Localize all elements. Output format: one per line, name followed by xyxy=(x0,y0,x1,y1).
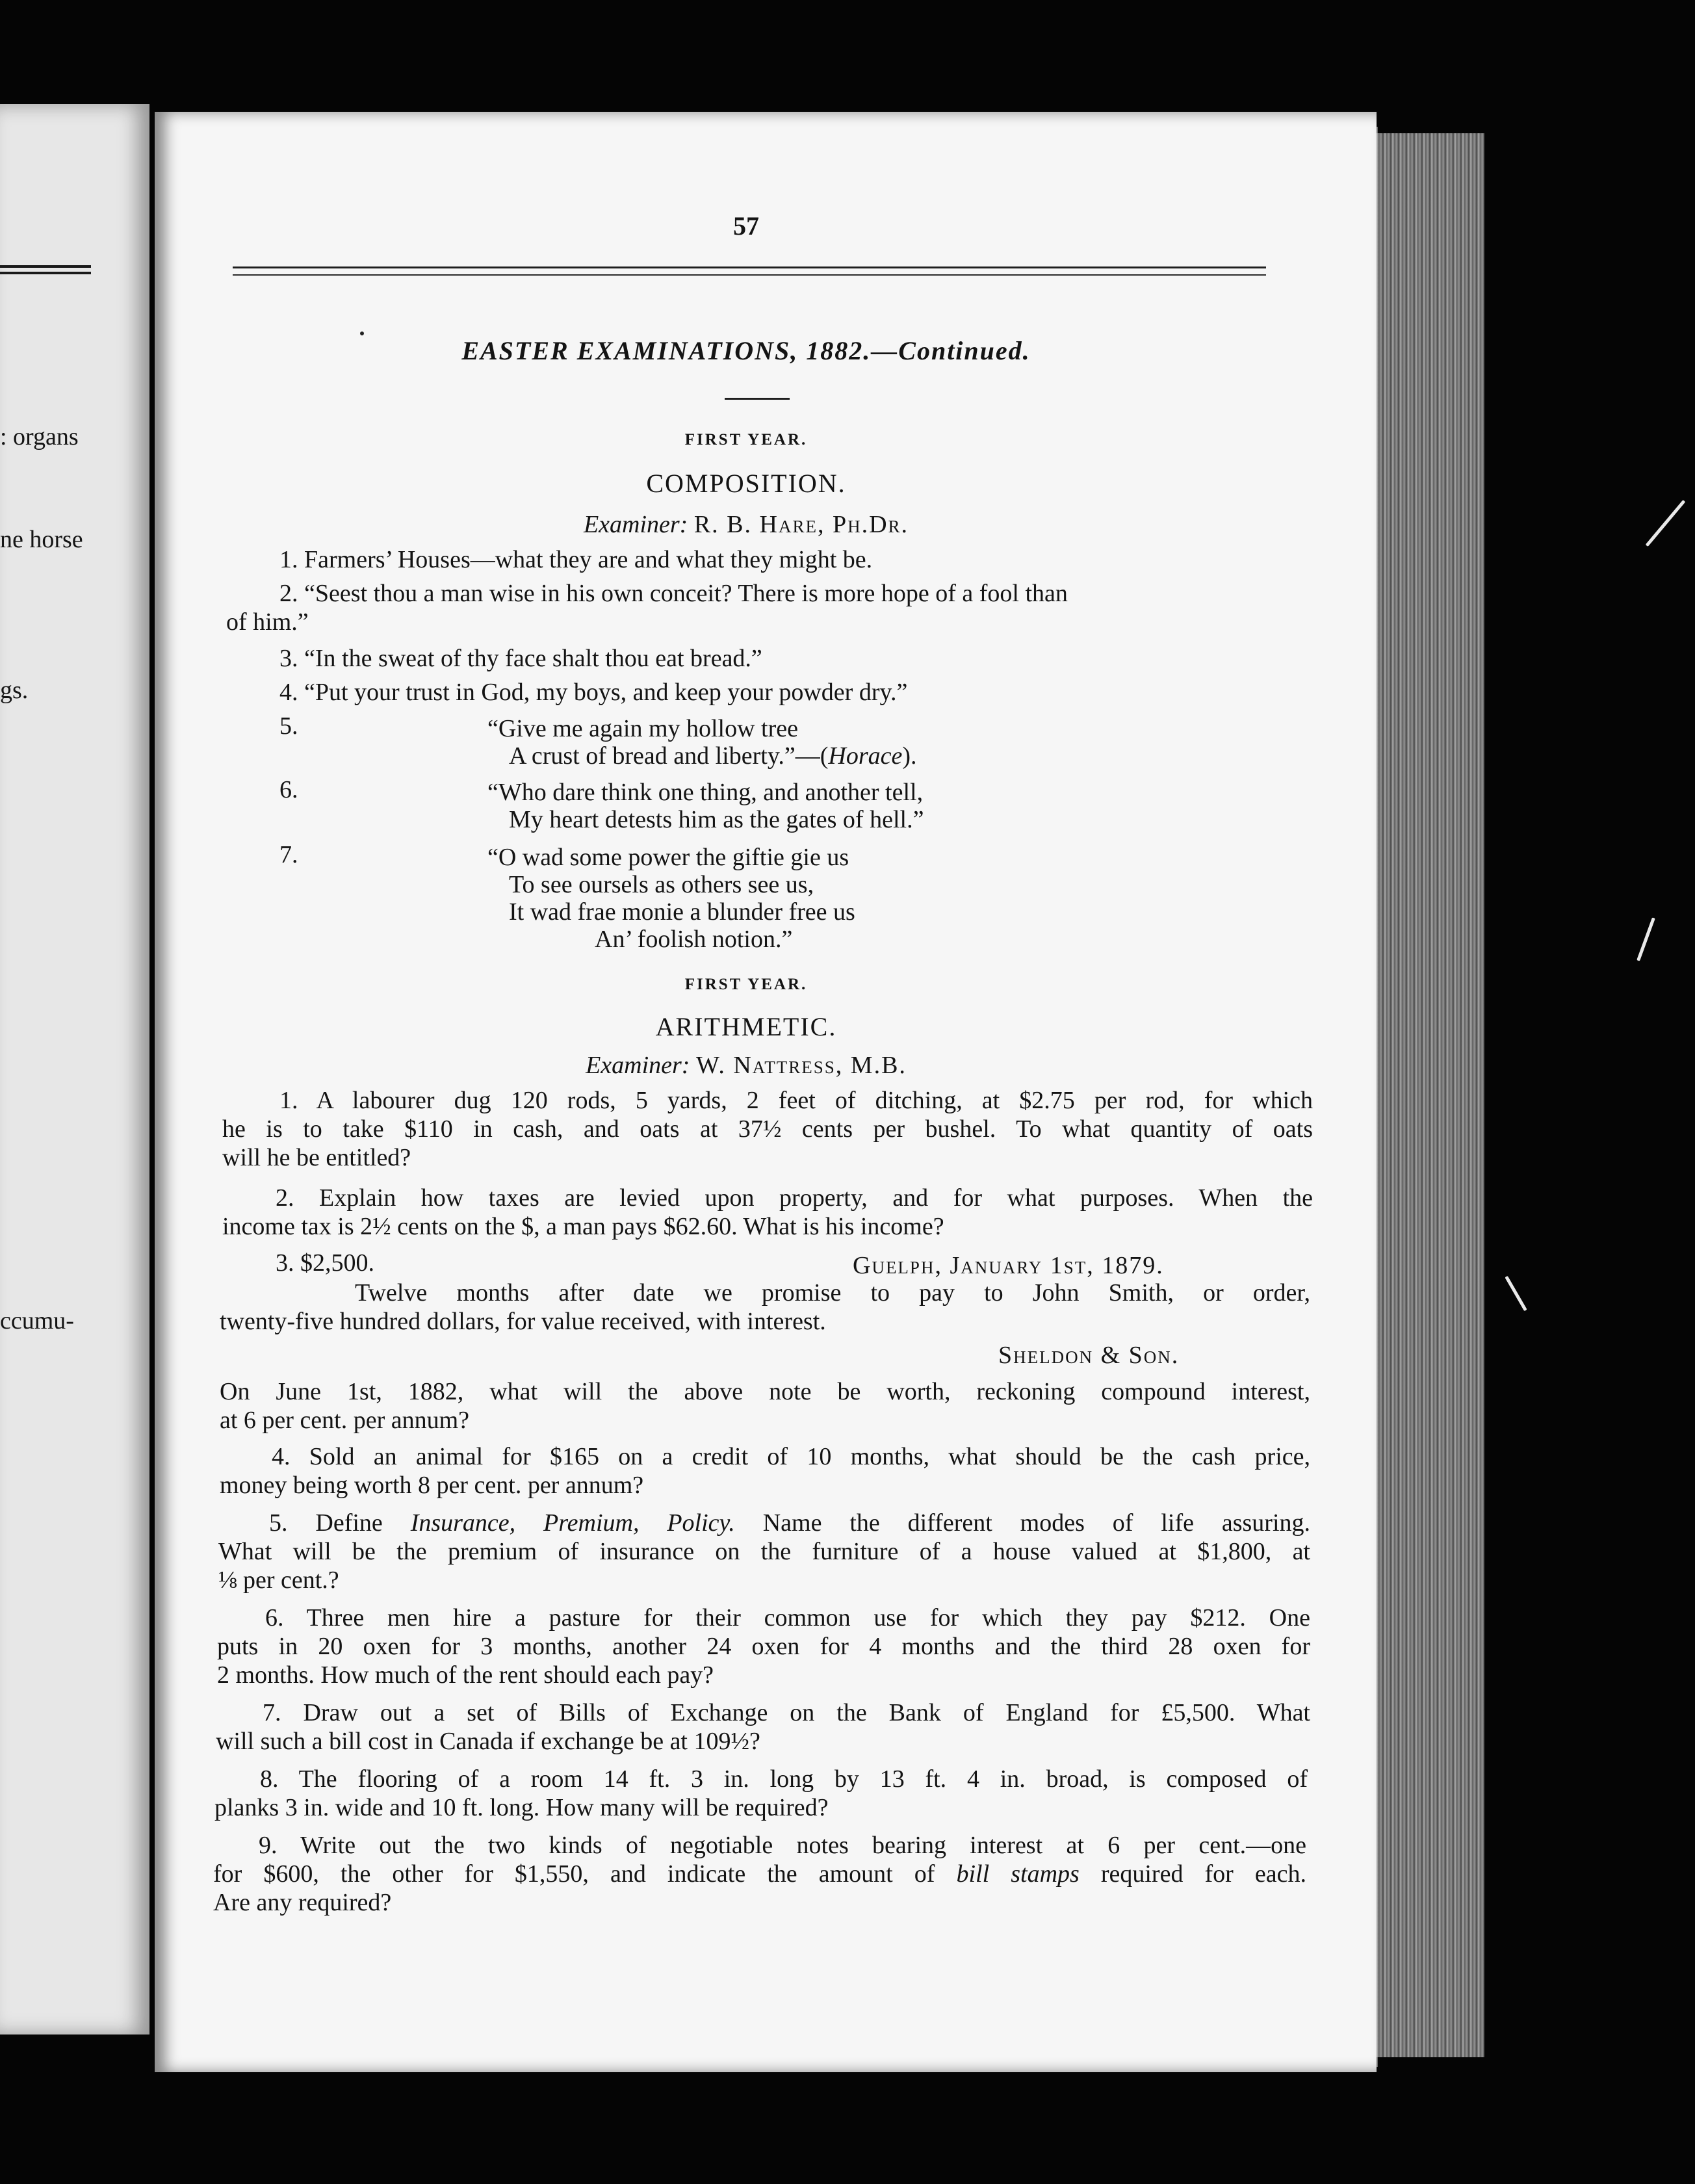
arith-q9-line2 xyxy=(213,1862,1306,1886)
page-number: 57 xyxy=(733,211,759,240)
section1-examiner xyxy=(155,512,1338,537)
left-fragment-4: ccumu- xyxy=(0,1307,74,1334)
arith-q3-place-date: Guelph, January 1st, 1879. xyxy=(853,1252,1164,1279)
arith-q3-note-line1: Twelve months after date we promise to pay to John Smith, or order, xyxy=(355,1279,1310,1306)
section2-subject: ARITHMETIC. xyxy=(655,1012,837,1041)
speck xyxy=(1505,1276,1527,1311)
comp-q5-line2c: ). xyxy=(902,742,917,770)
arith-q2-line2: income tax is 2½ cents on the $, a man pays $62.60. What is his income? xyxy=(222,1213,944,1240)
arith-q1-line2: he is to take $110 in cash, and oats at 37½ cents per bushel. To what quantity of oats xyxy=(222,1115,1313,1143)
left-fragment-2: ne horse xyxy=(0,526,83,553)
arith-q6-line1: 6. Three men hire a pasture for their common use for which they pay $212. One xyxy=(265,1604,1310,1632)
comp-q6-line2: My heart detests him as the gates of hell.” xyxy=(509,806,924,833)
arith-q9-line2a: for $600, the other for $1,550, and indicate the amount of xyxy=(213,1860,957,1888)
arith-q6-line2: puts in 20 oxen for 3 months, another 24 oxen for 4 months and the third 28 oxen for xyxy=(217,1633,1310,1660)
comp-q3-num: 3. xyxy=(279,645,298,672)
comp-q2-line1 xyxy=(279,581,1068,606)
examiner-name-2: W. Nattress, M.B. xyxy=(695,1052,907,1079)
comp-q2-text: “Seest thou a man wise in his own conceit? There is more hope of a fool than xyxy=(304,580,1068,607)
arith-q3-signature: Sheldon & Son. xyxy=(998,1342,1180,1369)
section1-subject: COMPOSITION. xyxy=(646,469,846,498)
arith-q9-line2c: required for each. xyxy=(1079,1860,1306,1888)
examiner-label: Examiner: xyxy=(583,511,688,538)
left-facing-page xyxy=(0,104,149,2034)
comp-q1-text: Farmers’ Houses—what they are and what they might be. xyxy=(304,546,873,573)
examiner-name: R. B. Hare, Ph.Dr. xyxy=(693,511,909,538)
examiner-label-2: Examiner: xyxy=(586,1052,690,1079)
running-head: EASTER EXAMINATIONS, 1882.—Continued. xyxy=(461,336,1031,365)
arith-q5-line2: What will be the premium of insurance on the furniture of a house valued at $1,800, at xyxy=(218,1538,1310,1565)
comp-q7-line3: It wad frae monie a blunder free us xyxy=(509,898,855,926)
arith-q5-line1c: Name the different modes of life assuring. xyxy=(734,1509,1311,1537)
comp-q3 xyxy=(279,646,762,671)
section2-year: FIRST YEAR. xyxy=(684,976,808,993)
section1-year: FIRST YEAR. xyxy=(684,431,808,448)
arith-q8-line2: planks 3 in. wide and 10 ft. long. How many will be required? xyxy=(214,1794,829,1821)
left-rule-bottom xyxy=(0,272,91,274)
comp-q6-num: 6. xyxy=(279,776,298,803)
speck xyxy=(1646,500,1686,547)
comp-q4-num: 4. xyxy=(279,679,298,706)
comp-q7-line4: An’ foolish notion.” xyxy=(595,926,793,953)
arith-q3-amount: 3. $2,500. xyxy=(276,1249,374,1277)
comp-q1-num: 1. xyxy=(279,546,298,573)
arith-q3-note-line2: twenty-five hundred dollars, for value received, with interest. xyxy=(220,1308,826,1335)
arith-q8-line1: 8. The flooring of a room 14 ft. 3 in. long by 13 ft. 4 in. broad, is composed of xyxy=(260,1765,1308,1793)
arith-q9-line1: 9. Write out the two kinds of negotiable notes bearing interest at 6 per cent.—one xyxy=(259,1832,1306,1859)
arith-q5-line3: ⅛ per cent.? xyxy=(218,1566,339,1594)
header-rule-top xyxy=(233,266,1266,268)
left-fragment-1: : organs xyxy=(0,423,79,450)
comp-q7-num: 7. xyxy=(279,841,298,868)
arith-q2-line1: 2. Explain how taxes are levied upon property, and for what purposes. When the xyxy=(276,1184,1313,1212)
comp-q6-line1: “Who dare think one thing, and another tell, xyxy=(487,779,924,806)
comp-q5-num: 5. xyxy=(279,712,298,740)
comp-q4 xyxy=(279,680,907,705)
comp-q2-line2: of him.” xyxy=(226,608,309,636)
arith-q3-line4: at 6 per cent. per annum? xyxy=(220,1407,470,1434)
header-rule-bottom xyxy=(233,274,1266,276)
comp-q7-line2: To see oursels as others see us, xyxy=(509,871,814,898)
comp-q5-line1: “Give me again my hollow tree xyxy=(487,715,799,742)
comp-q1 xyxy=(279,547,872,572)
arith-q5-terms: Insurance, Premium, Policy. xyxy=(410,1509,735,1537)
arith-q1-line3: will he be entitled? xyxy=(222,1144,411,1171)
short-divider xyxy=(725,398,790,400)
arith-q4-line1: 4. Sold an animal for $165 on a credit of 10 months, what should be the cash price, xyxy=(272,1443,1310,1470)
speck xyxy=(1637,917,1655,961)
main-page xyxy=(155,112,1377,2072)
comp-q5-line2 xyxy=(509,744,917,768)
arith-q9-bill-stamps: bill stamps xyxy=(956,1860,1080,1888)
comp-q7-line1: “O wad some power the giftie gie us xyxy=(487,844,849,871)
comp-q5-horace: Horace xyxy=(828,742,903,770)
arith-q5-line1a: 5. Define xyxy=(269,1509,411,1537)
comp-q2-num: 2. xyxy=(279,580,298,607)
comp-q3-text: “In the sweat of thy face shalt thou eat bread.” xyxy=(304,645,762,672)
arith-q7-line2: will such a bill cost in Canada if exchange be at 109½? xyxy=(216,1728,760,1755)
arith-q9-line3: Are any required? xyxy=(213,1889,392,1916)
arith-q6-line3: 2 months. How much of the rent should each pay? xyxy=(217,1661,714,1689)
book-page-edges xyxy=(1364,133,1484,2057)
speck xyxy=(360,332,364,335)
comp-q5-line2a: A crust of bread and liberty.”—( xyxy=(509,742,829,770)
arith-q4-line2: money being worth 8 per cent. per annum? xyxy=(220,1472,644,1499)
comp-q4-text: “Put your trust in God, my boys, and keep your powder dry.” xyxy=(304,679,908,706)
arith-q7-line1: 7. Draw out a set of Bills of Exchange on the Bank of England for £5,500. What xyxy=(263,1699,1310,1726)
arith-q1-line1: 1. A labourer dug 120 rods, 5 yards, 2 feet of ditching, at $2.75 per rod, for which xyxy=(279,1087,1313,1114)
section2-examiner xyxy=(155,1053,1338,1078)
arith-q5-line1 xyxy=(269,1511,1310,1535)
left-rule-top xyxy=(0,265,91,268)
arith-q3-line3: On June 1st, 1882, what will the above note be worth, reckoning compound interest, xyxy=(220,1378,1310,1405)
left-fragment-3: gs. xyxy=(0,677,29,704)
